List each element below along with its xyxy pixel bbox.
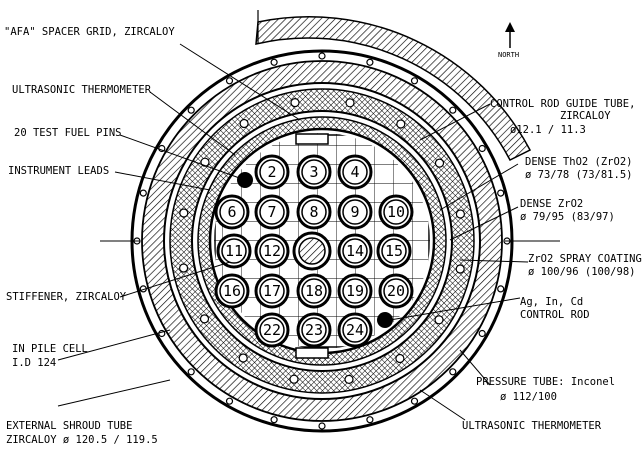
spacer-top-lug bbox=[296, 134, 328, 144]
label-zro2-spray: ZrO2 SPRAY COATING bbox=[528, 253, 642, 265]
fuel-pin-8 bbox=[298, 196, 330, 228]
fuel-pin-label: 16 bbox=[222, 282, 242, 300]
bolt-hole bbox=[450, 369, 456, 375]
label-shroud-dims: ZIRCALOY ø 120.5 / 119.5 bbox=[6, 434, 158, 446]
fuel-pin-label: 19 bbox=[345, 282, 365, 300]
stiffener-hole bbox=[396, 355, 404, 363]
label-test-fuel-pins: 20 TEST FUEL PINS bbox=[14, 127, 122, 139]
label-guide-tube-material: ZIRCALOY bbox=[560, 110, 611, 122]
fuel-pin-7 bbox=[256, 196, 288, 228]
bolt-hole bbox=[367, 417, 373, 423]
bolt-hole bbox=[227, 398, 233, 404]
fuel-pin-label: 12 bbox=[262, 242, 282, 260]
fuel-pin-label: 6 bbox=[227, 203, 237, 221]
label-ultrasonic-thermometer-left: ULTRASONIC THERMOMETER bbox=[12, 84, 152, 96]
bolt-hole bbox=[479, 331, 485, 337]
fuel-pin-16 bbox=[216, 275, 248, 307]
fuel-pin-label: 10 bbox=[386, 203, 406, 221]
fuel-pin-4 bbox=[339, 156, 371, 188]
bolt-hole bbox=[227, 78, 233, 84]
north-label: NORTH bbox=[498, 51, 520, 59]
bolt-hole bbox=[140, 190, 146, 196]
fuel-pin-label: 15 bbox=[384, 242, 404, 260]
label-ultrasonic-thermometer-right: ULTRASONIC THERMOMETER bbox=[462, 420, 602, 432]
stiffener-hole bbox=[201, 315, 209, 323]
north-arrow-icon bbox=[505, 22, 515, 48]
fuel-pin-6 bbox=[216, 196, 248, 228]
fuel-pin-label: 17 bbox=[262, 282, 282, 300]
fuel-pin-label: 11 bbox=[224, 242, 244, 260]
fuel-pin-label: 24 bbox=[345, 321, 365, 339]
fuel-pin-3 bbox=[298, 156, 330, 188]
stiffener-hole bbox=[290, 375, 298, 383]
label-ag-in-cd: Ag, In, Cd bbox=[520, 296, 584, 308]
stiffener-hole bbox=[397, 120, 405, 128]
fuel-pin-label: 9 bbox=[350, 203, 360, 221]
stiffener-hole bbox=[180, 264, 188, 272]
stiffener-hole bbox=[346, 99, 354, 107]
stiffener-hole bbox=[180, 209, 188, 217]
label-pressure-tube: PRESSURE TUBE: Inconel bbox=[476, 376, 616, 388]
fuel-pin-10 bbox=[380, 196, 412, 228]
label-instrument-leads: INSTRUMENT LEADS bbox=[8, 165, 110, 177]
fuel-pin-20 bbox=[380, 275, 412, 307]
fuel-pin-9 bbox=[339, 196, 371, 228]
label-dense-zro2-dims: ø 79/95 (83/97) bbox=[520, 211, 615, 223]
label-control-rod-guide-tube: CONTROL ROD GUIDE TUBE, bbox=[490, 98, 636, 110]
fuel-pin-23 bbox=[298, 314, 330, 346]
fuel-pin-22 bbox=[256, 314, 288, 346]
spacer-bottom-lug bbox=[296, 348, 328, 358]
label-afa-spacer-grid: "AFA" SPACER GRID, ZIRCALOY bbox=[4, 26, 175, 38]
fuel-pin-label: 3 bbox=[309, 163, 319, 181]
fuel-pin-11 bbox=[218, 235, 250, 267]
bolt-hole bbox=[367, 59, 373, 65]
control-rod-guide-tube bbox=[294, 233, 330, 269]
bolt-hole bbox=[271, 417, 277, 423]
stiffener-hole bbox=[240, 120, 248, 128]
fuel-pin-label: 22 bbox=[262, 321, 282, 339]
bolt-hole bbox=[319, 423, 325, 429]
fuel-pin-label: 4 bbox=[350, 163, 360, 181]
bolt-hole bbox=[479, 146, 485, 152]
stiffener-hole bbox=[239, 354, 247, 362]
label-guide-tube-dims: ø12.1 / 11.3 bbox=[510, 124, 586, 136]
stiffener-hole bbox=[456, 265, 464, 273]
bolt-hole bbox=[412, 398, 418, 404]
label-in-pile-cell: IN PILE CELL bbox=[12, 343, 88, 355]
label-external-shroud: EXTERNAL SHROUD TUBE bbox=[6, 420, 133, 432]
fuel-pin-label: 23 bbox=[304, 321, 324, 339]
fuel-pin-19 bbox=[339, 275, 371, 307]
bolt-hole bbox=[450, 107, 456, 113]
fuel-pin-label: 8 bbox=[309, 203, 319, 221]
fuel-pin-17 bbox=[256, 275, 288, 307]
fuel-pin-label: 2 bbox=[267, 163, 277, 181]
fuel-pin-label: 14 bbox=[345, 242, 365, 260]
stiffener-hole bbox=[291, 99, 299, 107]
label-dense-tho2-dims: ø 73/78 (73/81.5) bbox=[525, 169, 633, 181]
label-dense-tho2: DENSE ThO2 (ZrO2) bbox=[525, 156, 633, 168]
fuel-pin-15 bbox=[378, 235, 410, 267]
fuel-pin-18 bbox=[298, 275, 330, 307]
bolt-hole bbox=[319, 53, 325, 59]
fuel-pin-12 bbox=[256, 235, 288, 267]
bolt-hole bbox=[498, 286, 504, 292]
fuel-pin-24 bbox=[339, 314, 371, 346]
fuel-pin-label: 18 bbox=[304, 282, 324, 300]
bolt-hole bbox=[188, 369, 194, 375]
bolt-hole bbox=[498, 190, 504, 196]
bolt-hole bbox=[271, 59, 277, 65]
fuel-pin-label: 20 bbox=[386, 282, 406, 300]
label-stiffener: STIFFENER, ZIRCALOY bbox=[6, 291, 127, 303]
label-control-rod: CONTROL ROD bbox=[520, 309, 590, 321]
fuel-pin-14 bbox=[339, 235, 371, 267]
stiffener-hole bbox=[456, 210, 464, 218]
label-pressure-tube-dims: ø 112/100 bbox=[500, 391, 557, 403]
label-zro2-spray-dims: ø 100/96 (100/98) bbox=[528, 266, 636, 278]
stiffener-hole bbox=[345, 375, 353, 383]
bolt-hole bbox=[412, 78, 418, 84]
bolt-hole bbox=[188, 107, 194, 113]
fuel-pin-label: 7 bbox=[267, 203, 277, 221]
stiffener-hole bbox=[435, 316, 443, 324]
label-in-pile-cell-id: I.D 124 bbox=[12, 357, 57, 369]
stiffener-hole bbox=[436, 159, 444, 167]
label-dense-zro2: DENSE ZrO2 bbox=[520, 198, 584, 210]
fuel-pin-2 bbox=[256, 156, 288, 188]
